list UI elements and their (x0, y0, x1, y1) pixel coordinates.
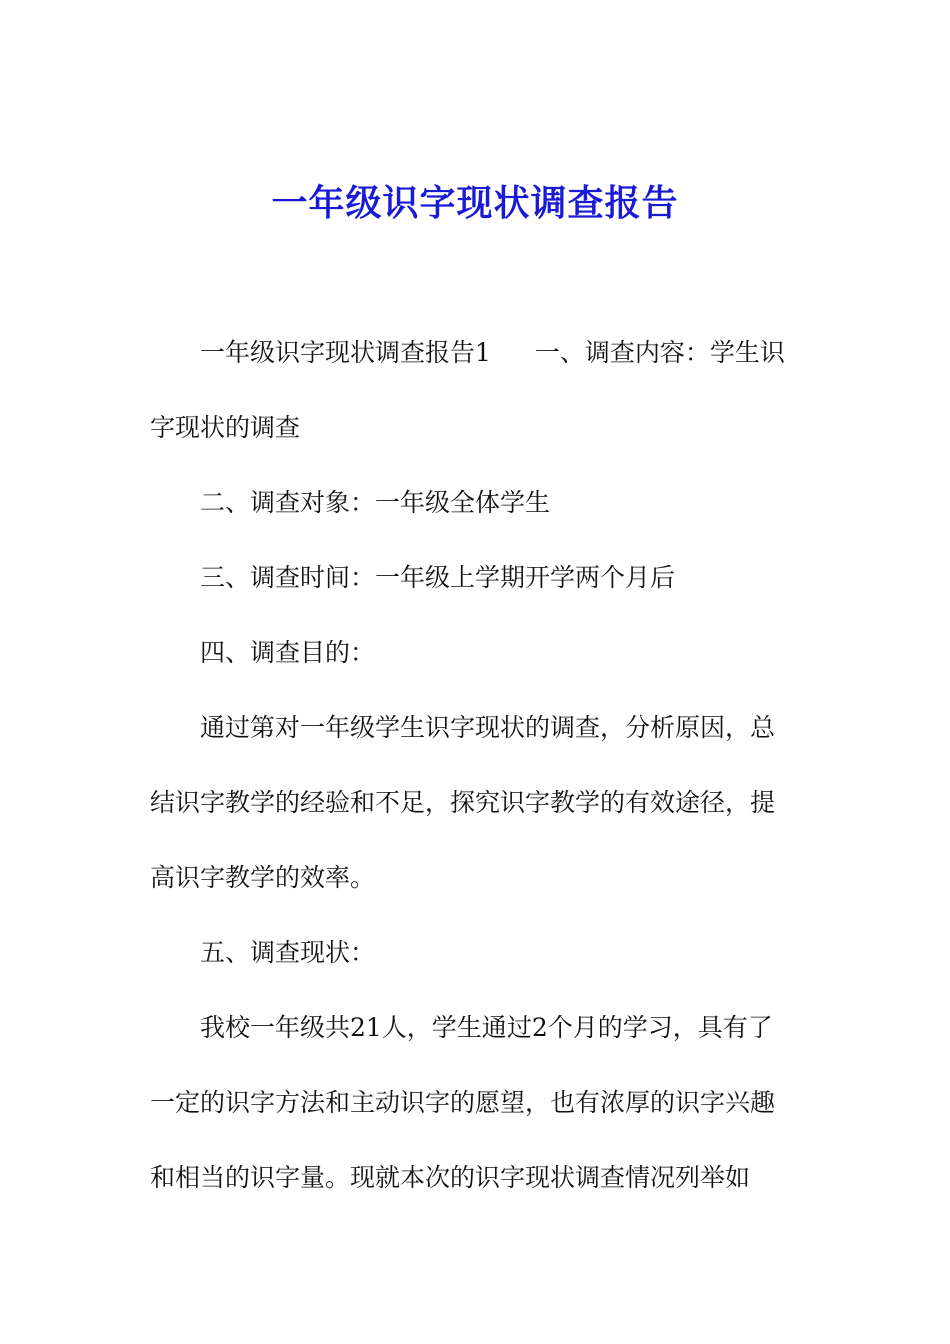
paragraph-1-line-2: 字现状的调查 (150, 413, 301, 442)
document-body (150, 315, 810, 1215)
paragraph-7-line-2: 一定的识字方法和主动识字的愿望，也有浓厚的识字兴趣 (150, 1088, 776, 1117)
paragraph-7 (150, 990, 810, 1215)
paragraph-5 (150, 690, 810, 915)
paragraph-1 (150, 315, 810, 465)
paragraph-1-item: 一、调查内容：学生识 (534, 338, 785, 367)
paragraph-3: 三、调查时间：一年级上学期开学两个月后 (200, 563, 676, 592)
paragraph-6: 五、调查现状： (200, 938, 376, 967)
paragraph-5-line-1: 通过第对一年级学生识字现状的调查，分析原因，总 (200, 713, 776, 742)
paragraph-5-line-3: 高识字教学的效率。 (150, 863, 376, 892)
paragraph-5-line-2: 结识字教学的经验和不足，探究识字教学的有效途径，提 (150, 788, 776, 817)
paragraph-7-line-3: 和相当的识字量。现就本次的识字现状调查情况列举如 (150, 1163, 751, 1192)
paragraph-2: 二、调查对象：一年级全体学生 (200, 488, 551, 517)
paragraph-1-line-1 (150, 315, 810, 390)
paragraph-1-heading: 一年级识字现状调查报告1 (200, 338, 491, 367)
document-title: 一年级识字现状调查报告 (271, 182, 679, 224)
paragraph-4: 四、调查目的： (200, 638, 376, 667)
paragraph-7-line-1: 我校一年级共21人，学生通过2个月的学习，具有了 (200, 1013, 773, 1042)
